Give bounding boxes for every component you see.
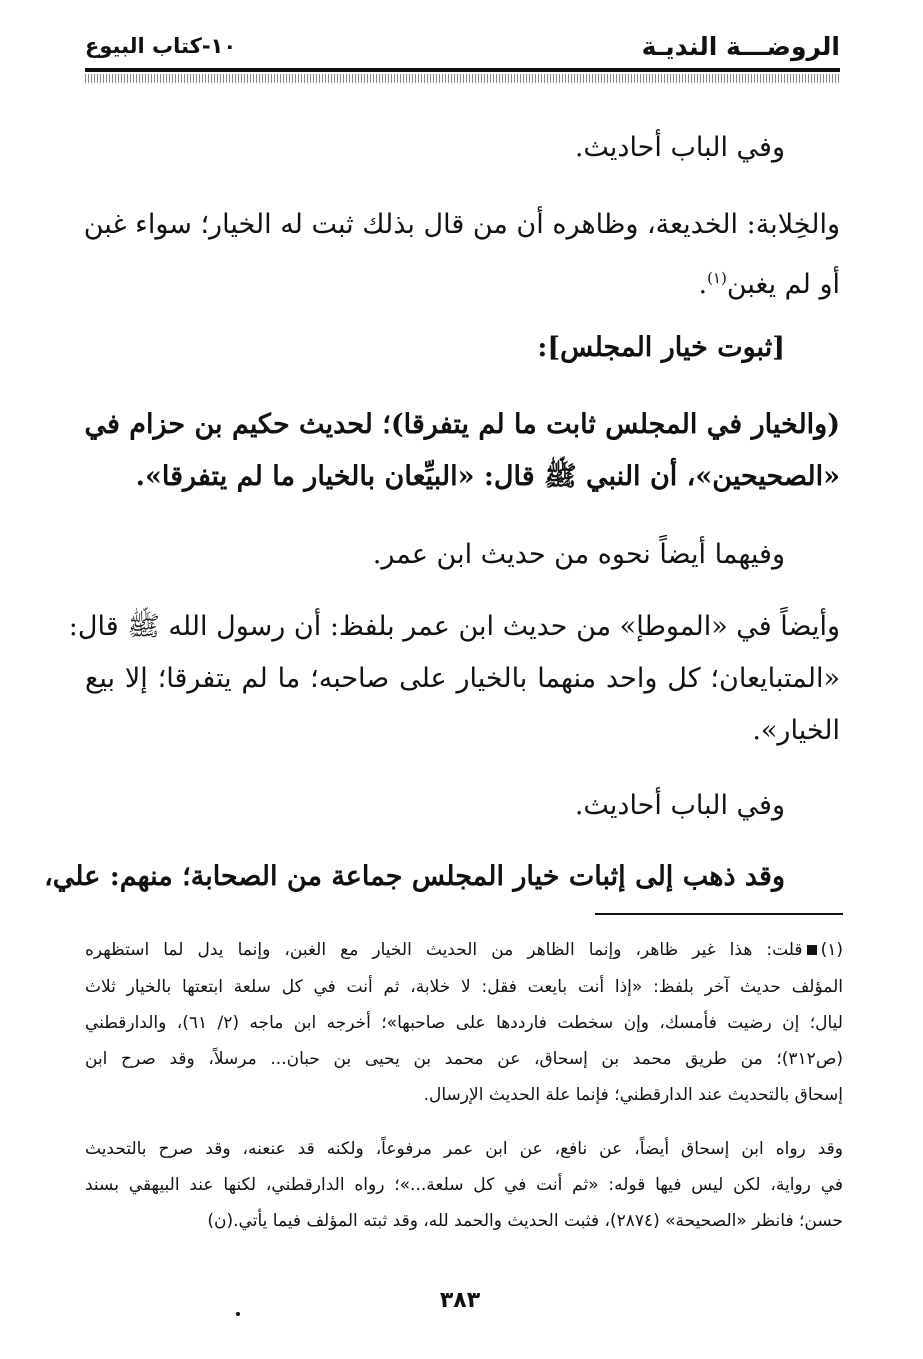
paragraph-5-line-3: الخيار». (752, 715, 840, 746)
section-heading: [ثبوت خيار المجلس]: (537, 332, 785, 363)
footnote-2-line-1: وقد رواه ابن إسحاق أيضاً، عن نافع، عن ابن عمر مرفوعاً، ولكنه قد عنعنه، وقد صرح بالتحديث (85, 1139, 843, 1159)
paragraph-7: وقد ذهب إلى إثبات خيار المجلس جماعة من الصحابة؛ منهم: علي، (44, 861, 785, 892)
footnote-1-line-1-text: قلت: هذا غير ظاهر، وإنما الظاهر من الحديث الخيار مع الغبن، وإنما يدل لما استظهره (85, 940, 803, 960)
footnote-1-line-3: ليال؛ إن رضيت فأمسك، وإن سخطت فارددها على صاحبها»؛ أخرجه ابن ماجه (٢/ ٦١)، والدارقطني (85, 1013, 843, 1033)
paragraph-5-line-2: «المتبايعان؛ كل واحد منهما بالخيار على صاحبه؛ ما لم يتفرقا؛ إلا بيع (85, 663, 840, 694)
chapter-title: ١٠-كتاب البيوع (85, 34, 237, 58)
book-title: الروضـــة النديـة (641, 32, 840, 61)
paragraph-2-line-2 (698, 258, 840, 305)
running-header (85, 32, 840, 66)
square-icon (807, 945, 817, 955)
page-number: ٣٨٣ (439, 1288, 481, 1313)
footnote-1-line-5: إسحاق بالتحديث عند الدارقطني؛ فإنما علة الحديث الإرسال. (423, 1085, 843, 1105)
paragraph-1: وفي الباب أحاديث. (574, 132, 785, 163)
paragraph-4: وفيهما أيضاً نحوه من حديث ابن عمر. (372, 539, 785, 570)
footnote-ref: (١) (707, 269, 727, 287)
footnote-2-line-3: حسن؛ فانظر «الصحيحة» (٢٨٧٤)، فثبت الحديث والحمد لله، وقد ثبته المؤلف فيما يأتي.(ن) (207, 1211, 843, 1231)
speck-mark (236, 1312, 240, 1316)
paragraph-3-line-2: «الصحيحين»، أن النبي ﷺ قال: «البيِّعان بالخيار ما لم يتفرقا». (135, 461, 840, 492)
footnote-2-line-2: في رواية، لكن ليس فيها قوله: «ثم أنت في كل سلعة...»؛ رواه الدارقطني، لكنها عند البيهقي بسند (85, 1175, 843, 1195)
footnote-1-line-4: (ص٣١٢)؛ من طريق محمد بن إسحاق، عن محمد بن يحيى بن حبان... مرسلاً، وقد صرح ابن (85, 1049, 843, 1069)
paragraph-5-line-1: وأيضاً في «الموطإ» من حديث ابن عمر بلفظ: أن رسول الله ﷺ قال: (68, 611, 840, 642)
paragraph-2-line-2-end: . (698, 269, 708, 300)
paragraph-6: وفي الباب أحاديث. (574, 790, 785, 821)
paragraph-3-line-1: (والخيار في المجلس ثابت ما لم يتفرقا)؛ لحديث حكيم بن حزام في (84, 409, 840, 440)
footnote-separator (595, 913, 843, 915)
footnote-1-marker: (١) (820, 940, 843, 960)
footnote-1-line-2: المؤلف حديث آخر بلفظ: «إذا أنت بايعت فقل: لا خلابة، ثم أنت في كل سلعة ابتعتها بالخيار ثلاث (85, 977, 843, 997)
header-rule (85, 68, 840, 72)
paragraph-2-line-2-text: أو لم يغبن (726, 269, 840, 300)
paragraph-2-line-1: والخِلابة: الخديعة، وظاهره أن من قال بذلك ثبت له الخيار؛ سواء غبن (83, 209, 840, 240)
header-dotted-rule (85, 74, 840, 83)
footnote-1-line-1 (85, 935, 843, 965)
